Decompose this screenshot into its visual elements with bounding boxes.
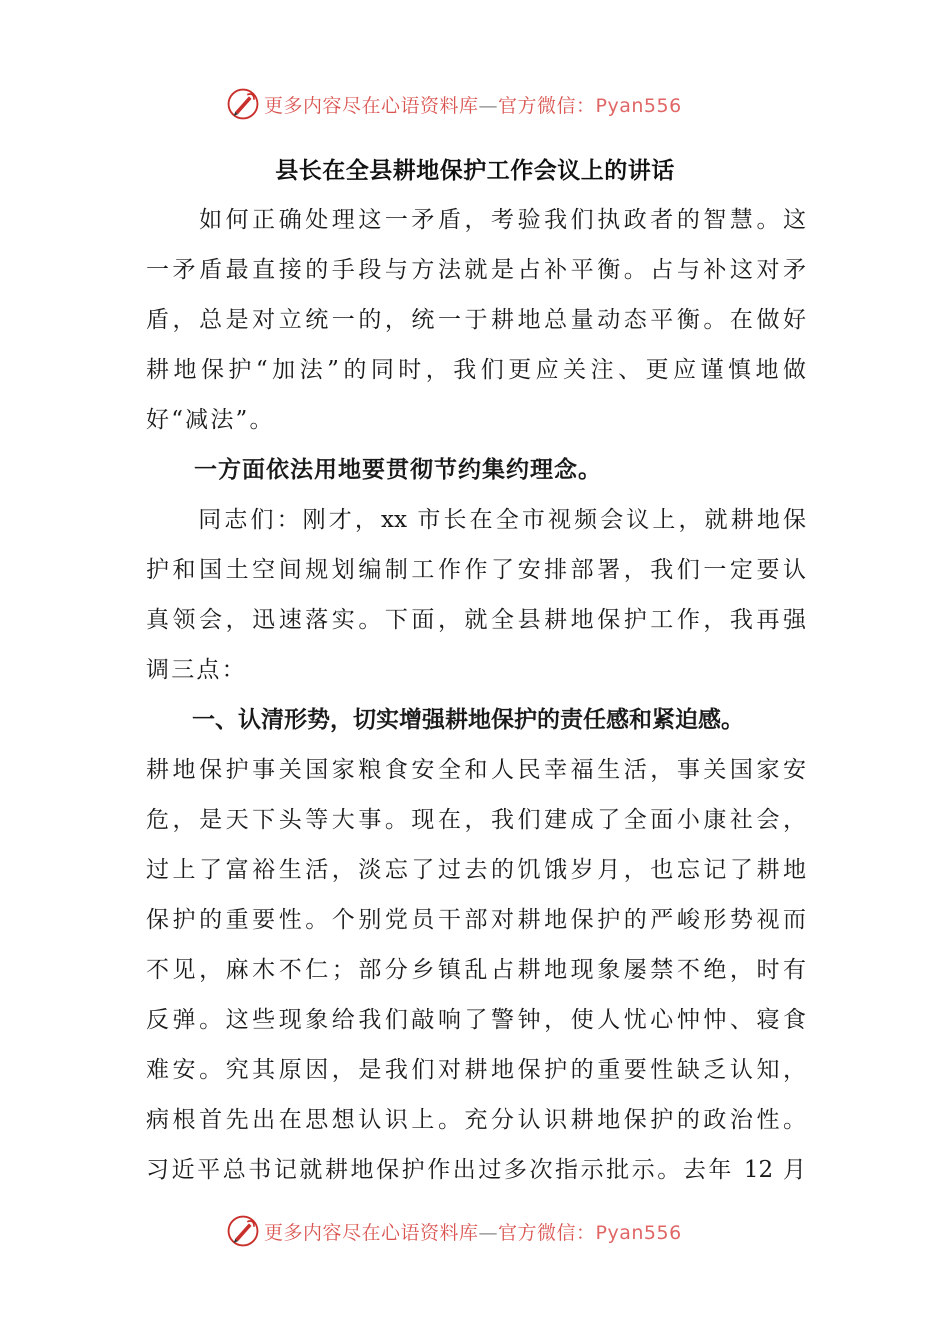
body-line: 如何正确处理这一矛盾，考验我们执政者的智慧。这 [146, 207, 806, 233]
body-line: 调三点： [146, 657, 247, 683]
body-line: 保护的重要性。个别党员干部对耕地保护的严峻形势视而 [146, 907, 806, 933]
document-title: 县长在全县耕地保护工作会议上的讲话 [275, 158, 675, 184]
watermark-separator: — [478, 94, 499, 117]
body-line: 习近平总书记就耕地保护作出过多次指示批示。去年 12 月 [146, 1157, 806, 1183]
watermark-text [264, 1218, 682, 1245]
body-line: 一矛盾最直接的手段与方法就是占补平衡。占与补这对矛 [146, 257, 806, 283]
watermark-text [264, 91, 682, 118]
pen-logo-icon [226, 87, 260, 121]
body-line: 过上了富裕生活，淡忘了过去的饥饿岁月，也忘记了耕地 [146, 857, 806, 883]
body-line: 同志们：刚才，xx 市长在全市视频会议上，就耕地保 [146, 507, 806, 533]
body-line: 好“减法”。 [146, 407, 275, 433]
watermark-id: Pyan556 [595, 94, 682, 117]
body-line: 不见，麻木不仁；部分乡镇乱占耕地现象屡禁不绝，时有 [146, 957, 806, 983]
watermark-id: Pyan556 [595, 1221, 682, 1244]
body-line: 耕地保护“加法”的同时，我们更应关注、更应谨慎地做 [146, 357, 806, 383]
watermark-footer [226, 1211, 746, 1251]
body-line: 反弹。这些现象给我们敲响了警钟，使人忧心忡忡、寝食 [146, 1007, 806, 1033]
watermark-header [226, 84, 746, 124]
body-line: 难安。究其原因，是我们对耕地保护的重要性缺乏认知， [146, 1057, 806, 1083]
section-heading: 一、认清形势，切实增强耕地保护的责任感和紧迫感。 [146, 707, 744, 733]
pen-logo-icon [226, 1214, 260, 1248]
watermark-brand: 更多内容尽在心语资料库 [264, 94, 479, 117]
body-line: 盾，总是对立统一的，统一于耕地总量动态平衡。在做好 [146, 307, 806, 333]
watermark-brand: 更多内容尽在心语资料库 [264, 1221, 479, 1244]
body-line: 耕地保护事关国家粮食安全和人民幸福生活，事关国家安 [146, 757, 806, 783]
watermark-channel: 官方微信： [498, 94, 596, 117]
body-line: 危，是天下头等大事。现在，我们建成了全面小康社会， [146, 807, 806, 833]
section-heading: 一方面依法用地要贯彻节约集约理念。 [146, 457, 602, 483]
body-line: 护和国土空间规划编制工作作了安排部署，我们一定要认 [146, 557, 806, 583]
body-line: 真领会，迅速落实。下面，就全县耕地保护工作，我再强 [146, 607, 806, 633]
watermark-channel: 官方微信： [498, 1221, 596, 1244]
watermark-separator: — [478, 1221, 499, 1244]
body-line: 病根首先出在思想认识上。充分认识耕地保护的政治性。 [146, 1107, 806, 1133]
